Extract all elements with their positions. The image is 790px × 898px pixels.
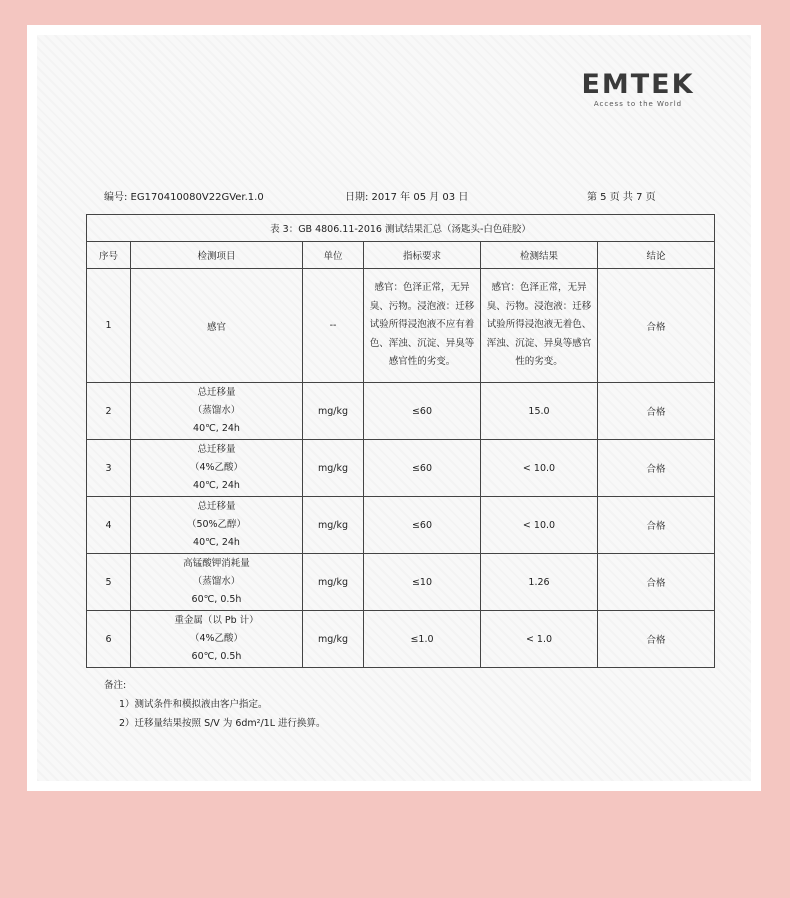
col-header-result: 检测结果 xyxy=(481,242,598,269)
cell-item-line: 40℃, 24h xyxy=(193,423,240,434)
col-header-requirement: 指标要求 xyxy=(364,242,481,269)
cell-item xyxy=(131,497,303,554)
cell-item-line: 总迁移量 xyxy=(197,501,236,512)
col-header-item: 检测项目 xyxy=(131,242,303,269)
cell-requirement: ≤60 xyxy=(364,440,481,497)
cell-item xyxy=(131,440,303,497)
table-row xyxy=(87,611,715,668)
col-header-unit: 单位 xyxy=(303,242,364,269)
cell-requirement: ≤60 xyxy=(364,383,481,440)
report-number: 编号: EG170410080V22GVer.1.0 xyxy=(104,192,264,203)
cell-unit: -- xyxy=(303,269,364,383)
table-row xyxy=(87,440,715,497)
emtek-logo xyxy=(568,70,708,108)
cell-conclusion: 合格 xyxy=(598,440,715,497)
cell-item xyxy=(131,383,303,440)
table-caption: 表 3：GB 4806.11-2016 测试结果汇总（汤匙头-白色硅胶） xyxy=(87,215,715,242)
cell-no: 4 xyxy=(87,497,131,554)
cell-conclusion: 合格 xyxy=(598,554,715,611)
cell-unit: mg/kg xyxy=(303,383,364,440)
cell-item-line: （4%乙酸） xyxy=(189,633,244,644)
table-row xyxy=(87,497,715,554)
notes-section xyxy=(104,676,326,733)
table-row xyxy=(87,554,715,611)
table-row xyxy=(87,269,715,383)
cell-item-line: （蒸馏水） xyxy=(192,576,241,587)
note-item: 2）迁移量结果按照 S/V 为 6dm²/1L 进行换算。 xyxy=(119,718,326,729)
table-header-row xyxy=(87,242,715,269)
cell-result: < 10.0 xyxy=(481,497,598,554)
cell-item-line: 40℃, 24h xyxy=(193,480,240,491)
cell-item-line: （4%乙酸） xyxy=(189,462,244,473)
table-caption-row xyxy=(87,215,715,242)
cell-item-line: 60℃, 0.5h xyxy=(191,651,242,662)
page-indicator: 第 5 页 共 7 页 xyxy=(587,192,656,203)
cell-no: 2 xyxy=(87,383,131,440)
cell-no: 5 xyxy=(87,554,131,611)
cell-unit: mg/kg xyxy=(303,611,364,668)
report-page xyxy=(27,25,761,791)
cell-item-line: 40℃, 24h xyxy=(193,537,240,548)
cell-item xyxy=(131,554,303,611)
cell-requirement: ≤60 xyxy=(364,497,481,554)
report-date: 日期: 2017 年 05 月 03 日 xyxy=(345,192,469,203)
cell-item-line: （蒸馏水） xyxy=(192,405,241,416)
cell-result: 15.0 xyxy=(481,383,598,440)
cell-item-line: 总迁移量 xyxy=(197,444,236,455)
table-row xyxy=(87,383,715,440)
notes-title: 备注: xyxy=(104,680,127,691)
cell-unit: mg/kg xyxy=(303,440,364,497)
cell-unit: mg/kg xyxy=(303,554,364,611)
cell-item-line: （50%乙醇） xyxy=(186,519,247,530)
cell-no: 1 xyxy=(87,269,131,383)
cell-item: 感官 xyxy=(131,269,303,383)
cell-item-line: 重金属（以 Pb 计） xyxy=(174,615,259,626)
cell-unit: mg/kg xyxy=(303,497,364,554)
col-header-no: 序号 xyxy=(87,242,131,269)
cell-result: 感官：色泽正常，无异臭、污物。浸泡液：迁移试验所得浸泡液无着色、浑浊、沉淀、异臭等感官性的劣变。 xyxy=(481,269,598,383)
cell-conclusion: 合格 xyxy=(598,269,715,383)
col-header-conclusion: 结论 xyxy=(598,242,715,269)
results-table xyxy=(86,214,715,668)
logo-brand: EMTEK xyxy=(581,69,695,100)
cell-result: < 10.0 xyxy=(481,440,598,497)
cell-item-line: 60℃, 0.5h xyxy=(191,594,242,605)
cell-conclusion: 合格 xyxy=(598,383,715,440)
logo-tagline: Access to the World xyxy=(593,100,683,108)
cell-result: < 1.0 xyxy=(481,611,598,668)
cell-item xyxy=(131,611,303,668)
cell-requirement: ≤10 xyxy=(364,554,481,611)
cell-item-line: 高锰酸钾消耗量 xyxy=(183,558,250,569)
note-item: 1）测试条件和模拟液由客户指定。 xyxy=(119,699,268,710)
cell-no: 6 xyxy=(87,611,131,668)
cell-conclusion: 合格 xyxy=(598,611,715,668)
cell-requirement: ≤1.0 xyxy=(364,611,481,668)
cell-item-line: 总迁移量 xyxy=(197,387,236,398)
cell-requirement: 感官：色泽正常，无异臭、污物。浸泡液：迁移试验所得浸泡液不应有着色、浑浊、沉淀、异臭等感官性的劣变。 xyxy=(364,269,481,383)
cell-conclusion: 合格 xyxy=(598,497,715,554)
cell-no: 3 xyxy=(87,440,131,497)
cell-result: 1.26 xyxy=(481,554,598,611)
